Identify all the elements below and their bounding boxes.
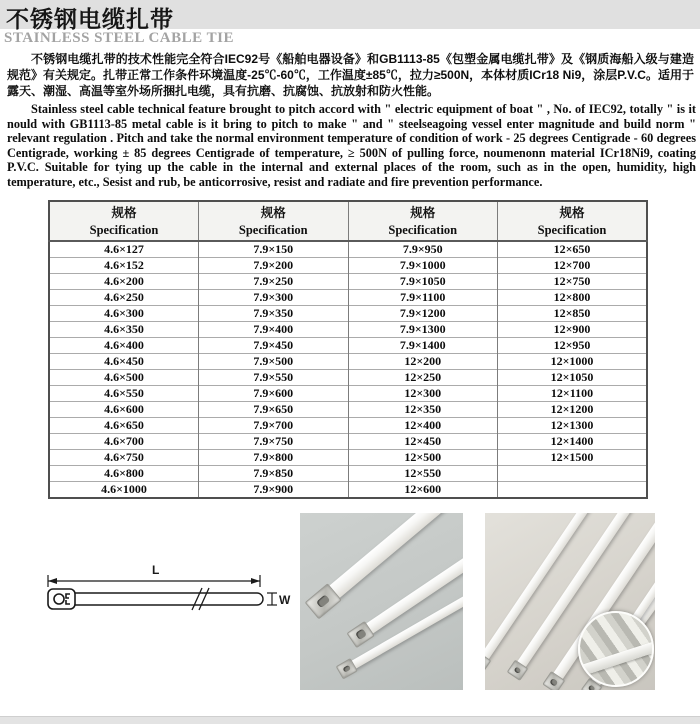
table-row (49, 418, 647, 434)
spec-cell: 7.9×1100 (348, 290, 498, 306)
table-row (49, 354, 647, 370)
spec-cell: 12×600 (348, 482, 498, 499)
spec-cell: 4.6×400 (49, 338, 199, 354)
table-row (49, 338, 647, 354)
spec-cell: 4.6×550 (49, 386, 199, 402)
tie-head (507, 660, 529, 681)
spec-cell: 7.9×800 (199, 450, 349, 466)
tie-head (305, 583, 342, 619)
spec-column-header: 规格 Specification (49, 201, 199, 241)
spec-cell: 7.9×700 (199, 418, 349, 434)
tie-slot (355, 629, 366, 640)
spec-cell: 12×250 (348, 370, 498, 386)
tie-slot (587, 684, 595, 690)
spec-cell: 12×450 (348, 434, 498, 450)
spec-cell: 12×1050 (498, 370, 648, 386)
page-subtitle: STAINLESS STEEL CABLE TIE (4, 30, 234, 46)
spec-cell: 12×700 (498, 258, 648, 274)
spec-cell: 7.9×150 (199, 241, 349, 258)
table-header-row (49, 201, 647, 241)
spec-cell: 7.9×850 (199, 466, 349, 482)
spec-cell: 7.9×1050 (348, 274, 498, 290)
spec-cell: 4.6×200 (49, 274, 199, 290)
footer-strip (0, 716, 700, 724)
table-row (49, 386, 647, 402)
spec-cell: 12×400 (348, 418, 498, 434)
spec-cell: 12×1100 (498, 386, 648, 402)
table-row (49, 482, 647, 499)
spec-column-header: 规格 Specification (199, 201, 349, 241)
tie-slot (549, 678, 558, 687)
spec-cell: 7.9×550 (199, 370, 349, 386)
table-row (49, 290, 647, 306)
spec-cell: 7.9×350 (199, 306, 349, 322)
spec-cell: 4.6×750 (49, 450, 199, 466)
spec-cell: 12×300 (348, 386, 498, 402)
table-row (49, 434, 647, 450)
spec-cell: 7.9×650 (199, 402, 349, 418)
table-row (49, 450, 647, 466)
table-row (49, 258, 647, 274)
table-row (49, 370, 647, 386)
spec-cell: 12×500 (348, 450, 498, 466)
table-row (49, 274, 647, 290)
spec-cell: 4.6×650 (49, 418, 199, 434)
spec-cell: 12×950 (498, 338, 648, 354)
table-row (49, 241, 647, 258)
spec-cell: 7.9×1000 (348, 258, 498, 274)
spec-cell: 12×1000 (498, 354, 648, 370)
spec-cell: 7.9×250 (199, 274, 349, 290)
tie-slot (316, 594, 331, 609)
description-english: Stainless steel cable technical feature brought to pitch accord with " electric equipment of boat " , No. of IEC92, totally " is it nould with GB1113-85 metal cable is it bring to pitch to make " and " steelseagoing vessel enter magnitude and build norm " relevant regulation . Pitch and take the normal environment temperature of condition of work - 25 degrees Centigrade - 60 degrees Centigrade, working ± 85 degrees Centigrade of temperature, ≥ 500N of pulling force, noumenonn material ICr18Ni9, coating P.V.C. Suitable for tying up the cable in the internal and external places of the room, such as in the open, humidity, high temperature, etc., Sesist and rub, be anticorrosive, resist and radiate and fire prevention performance. (7, 102, 696, 189)
table-row (49, 466, 647, 482)
table-row (49, 402, 647, 418)
spec-cell: 12×750 (498, 274, 648, 290)
spec-cell: 7.9×900 (199, 482, 349, 499)
spec-cell: 12×200 (348, 354, 498, 370)
tie-head (346, 621, 374, 648)
spec-cell: 4.6×500 (49, 370, 199, 386)
length-label: L (152, 563, 160, 577)
spec-cell: 4.6×800 (49, 466, 199, 482)
table-row (49, 322, 647, 338)
spec-cell: 7.9×1300 (348, 322, 498, 338)
spec-cell: 7.9×600 (199, 386, 349, 402)
spec-cell: 4.6×1000 (49, 482, 199, 499)
cable-tie-drawing (40, 558, 292, 646)
spec-cell: 7.9×750 (199, 434, 349, 450)
tie-slot (342, 665, 351, 673)
spec-cell: 7.9×400 (199, 322, 349, 338)
spec-cell: 4.6×450 (49, 354, 199, 370)
product-photo-tie-bundle (485, 513, 655, 690)
spec-cell: 4.6×600 (49, 402, 199, 418)
spec-cell: 4.6×350 (49, 322, 199, 338)
spec-cell: 12×800 (498, 290, 648, 306)
tie-head (485, 652, 491, 672)
spec-cell (498, 466, 648, 482)
tie-head (336, 658, 358, 679)
description-chinese: 不锈钢电缆扎带的技术性能完全符合IEC92号《船舶电器设备》和GB1113-85《包塑金属电缆扎带》及《钢质海船入级与建造规范》有关规定。扎带正常工作条件环境温度-25℃-60℃，工作温度±85℃，拉力≥500N，本体材质ICr18 Ni9，涂层P.V.C。适用于露天、潮湿、高温等室外场所捆扎电缆，具有抗磨、抗腐蚀、抗放射和防火性能。 (7, 52, 694, 98)
product-photo-three-ties (300, 513, 463, 690)
spec-cell: 4.6×300 (49, 306, 199, 322)
spec-table (48, 200, 648, 499)
tie-slot (513, 666, 521, 674)
detail-inset-circle (578, 611, 654, 687)
spec-cell: 12×1300 (498, 418, 648, 434)
spec-cell (498, 482, 648, 499)
spec-cell: 7.9×1200 (348, 306, 498, 322)
spec-cell: 7.9×950 (348, 241, 498, 258)
spec-cell: 4.6×127 (49, 241, 199, 258)
spec-cell: 12×1400 (498, 434, 648, 450)
tie-head (542, 671, 565, 690)
width-label: W (279, 593, 291, 607)
spec-column-header: 规格 Specification (348, 201, 498, 241)
spec-cell: 12×900 (498, 322, 648, 338)
spec-cell: 12×1200 (498, 402, 648, 418)
spec-column-header: 规格 Specification (498, 201, 648, 241)
spec-cell: 7.9×500 (199, 354, 349, 370)
page-title: 不锈钢电缆扎带 (6, 6, 174, 32)
dimension-diagram (40, 558, 292, 646)
spec-cell: 12×1500 (498, 450, 648, 466)
spec-cell: 12×650 (498, 241, 648, 258)
spec-cell: 12×850 (498, 306, 648, 322)
spec-cell: 7.9×300 (199, 290, 349, 306)
inset-tie-strip (578, 634, 654, 678)
spec-cell: 12×550 (348, 466, 498, 482)
table-row (49, 306, 647, 322)
spec-cell: 7.9×200 (199, 258, 349, 274)
spec-cell: 7.9×1400 (348, 338, 498, 354)
spec-cell: 12×350 (348, 402, 498, 418)
spec-cell: 4.6×250 (49, 290, 199, 306)
spec-cell: 4.6×700 (49, 434, 199, 450)
spec-cell: 4.6×152 (49, 258, 199, 274)
spec-cell: 7.9×450 (199, 338, 349, 354)
cable-tie-strip (309, 513, 463, 615)
